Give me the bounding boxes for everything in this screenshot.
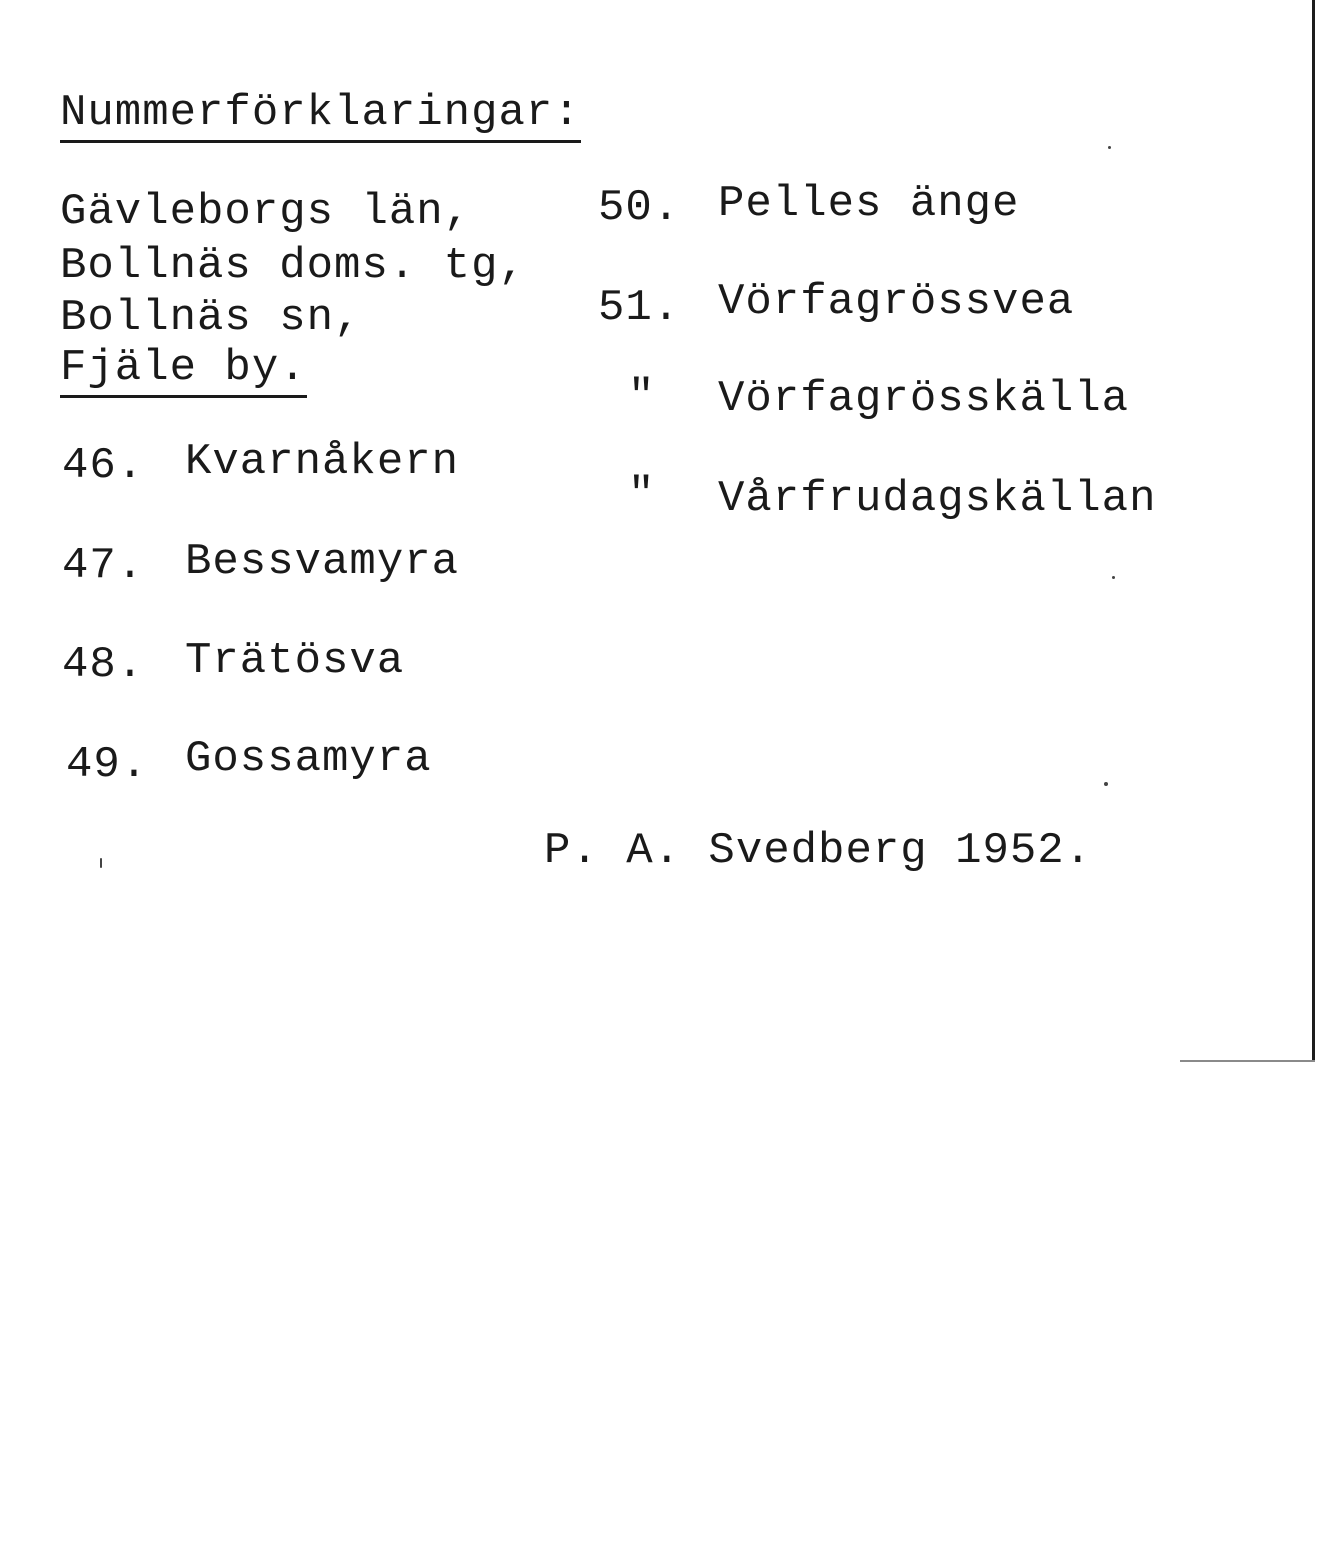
entry-number: 49. xyxy=(66,740,149,790)
ink-speck xyxy=(1104,782,1108,786)
heading: Nummerförklaringar: xyxy=(60,88,581,143)
location-village: Fjäle by. xyxy=(60,343,307,398)
card-bottom-edge xyxy=(1180,1060,1315,1062)
location-district: Bollnäs doms. tg, xyxy=(60,241,526,291)
entry-number: 46. xyxy=(62,441,145,491)
card-right-edge xyxy=(1312,0,1315,1062)
entry-name: Pelles änge xyxy=(718,179,1020,229)
entry-name: Vörfagrösskälla xyxy=(718,374,1130,424)
location-county: Gävleborgs län, xyxy=(60,187,472,237)
ink-speck xyxy=(100,858,102,868)
ink-speck xyxy=(1108,146,1111,149)
entry-number: 47. xyxy=(62,541,145,591)
entry-name: Vörfagrössvea xyxy=(718,277,1075,327)
ink-speck xyxy=(1112,576,1115,579)
entry-name: Vårfrudagskällan xyxy=(718,474,1157,524)
entry-name: Bessvamyra xyxy=(185,537,460,587)
ditto-mark: " xyxy=(628,372,656,422)
entry-name: Gossamyra xyxy=(185,734,432,784)
signature: P. A. Svedberg 1952. xyxy=(544,826,1093,876)
entry-number: 50. xyxy=(598,183,681,233)
location-parish: Bollnäs sn, xyxy=(60,293,362,343)
entry-number: 48. xyxy=(62,640,145,690)
entry-name: Trätösva xyxy=(185,636,405,686)
entry-number: 51. xyxy=(598,283,681,333)
entry-name: Kvarnåkern xyxy=(185,437,460,487)
ditto-mark: " xyxy=(628,470,656,520)
